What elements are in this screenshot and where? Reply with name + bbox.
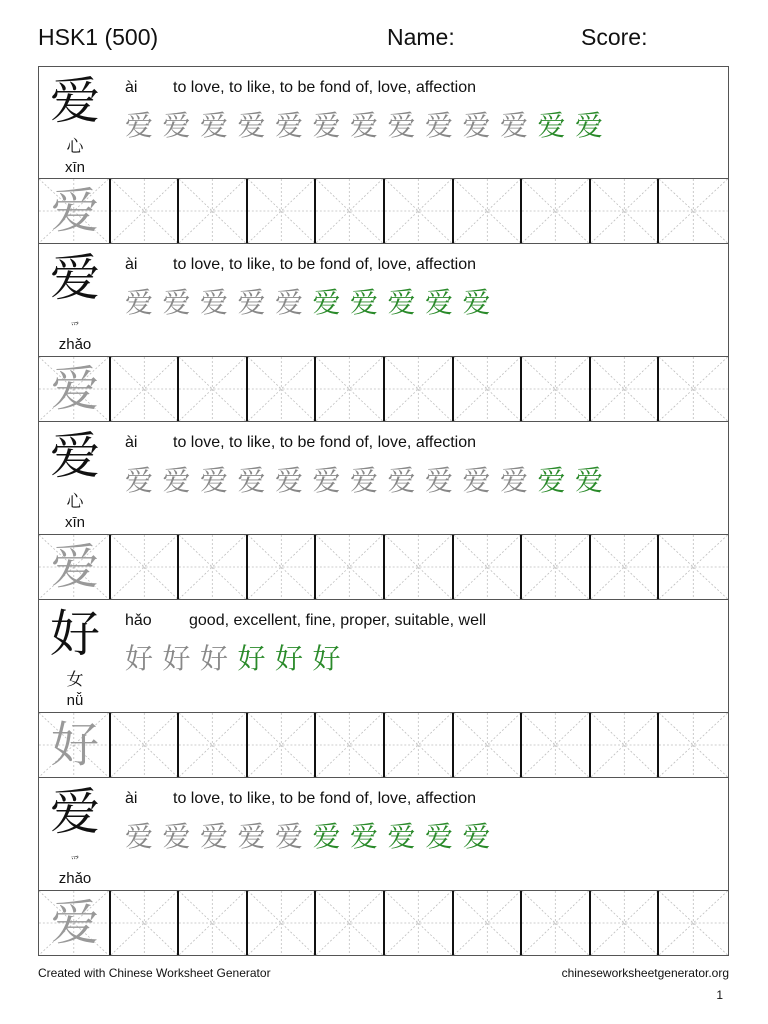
practice-cell[interactable] <box>316 713 385 777</box>
stroke-step: 爱 <box>162 109 191 142</box>
character-meaning: to love, to like, to be fond of, love, affection <box>173 434 477 451</box>
stroke-step: 爱 <box>200 820 229 853</box>
stroke-order-sequence <box>125 286 500 320</box>
character-meaning: to love, to like, to be fond of, love, affection <box>173 256 477 273</box>
practice-guide-lines <box>522 357 589 421</box>
practice-cell[interactable] <box>454 179 523 243</box>
main-character: 好 <box>50 605 100 663</box>
footer-website: chineseworksheetgenerator.org <box>561 966 729 980</box>
practice-cell[interactable] <box>179 535 248 599</box>
worksheet-title: HSK1 (500) <box>38 24 159 50</box>
practice-cell[interactable] <box>454 357 523 421</box>
character-column <box>39 422 111 534</box>
practice-cell[interactable] <box>111 713 180 777</box>
trace-character: 爱 <box>50 539 99 595</box>
radical: 心 <box>66 137 84 157</box>
stroke-step: 爱 <box>125 109 154 142</box>
practice-guide-lines <box>316 891 383 955</box>
stroke-step: 爱 <box>350 109 379 142</box>
practice-cell[interactable] <box>454 713 523 777</box>
stroke-step: 爱 <box>575 109 604 142</box>
practice-cell[interactable] <box>248 713 317 777</box>
stroke-step: 爱 <box>387 464 416 497</box>
stroke-step: 爱 <box>537 109 566 142</box>
practice-guide-lines <box>316 179 383 243</box>
character-info-row <box>38 244 729 356</box>
practice-cell[interactable] <box>591 891 660 955</box>
practice-guide-lines <box>591 535 658 599</box>
character-column <box>39 778 111 890</box>
stroke-step: 爱 <box>425 464 454 497</box>
practice-guide-lines <box>385 713 452 777</box>
footer-credit: Created with Chinese Worksheet Generator <box>38 966 271 980</box>
stroke-step: 爱 <box>162 820 191 853</box>
stroke-step: 爱 <box>500 109 529 142</box>
practice-cell[interactable] <box>111 891 180 955</box>
stroke-step: 爱 <box>237 109 266 142</box>
practice-guide-lines <box>591 179 658 243</box>
practice-cell[interactable] <box>248 357 317 421</box>
character-info-row <box>38 600 729 712</box>
character-meaning: to love, to like, to be fond of, love, affection <box>173 790 477 807</box>
stroke-step: 爱 <box>125 286 154 319</box>
practice-guide-lines <box>179 535 246 599</box>
worksheet-header <box>0 0 768 66</box>
stroke-step: 爱 <box>237 286 266 319</box>
stroke-step: 爱 <box>462 109 491 142</box>
stroke-step: 爱 <box>575 464 604 497</box>
practice-cell[interactable] <box>179 179 248 243</box>
practice-guide-lines <box>248 179 315 243</box>
practice-cell[interactable] <box>385 179 454 243</box>
stroke-order-sequence <box>125 109 613 143</box>
character-pinyin: ài <box>125 790 138 807</box>
stroke-order-sequence <box>125 820 500 854</box>
stroke-step: 爱 <box>425 109 454 142</box>
stroke-step: 爱 <box>162 286 191 319</box>
stroke-step: 爱 <box>387 286 416 319</box>
practice-guide-lines <box>454 357 521 421</box>
practice-guide-lines <box>454 535 521 599</box>
stroke-step: 好 <box>162 642 191 675</box>
trace-cell <box>39 535 111 599</box>
practice-guide-lines <box>591 891 658 955</box>
practice-guide-lines <box>659 891 728 955</box>
stroke-step: 爱 <box>462 286 491 319</box>
character-column <box>39 67 111 178</box>
stroke-step: 爱 <box>350 464 379 497</box>
practice-row <box>38 534 729 600</box>
stroke-step: 爱 <box>462 820 491 853</box>
practice-guide-lines <box>248 357 315 421</box>
stroke-step: 好 <box>312 642 341 675</box>
practice-cell[interactable] <box>522 713 591 777</box>
practice-cell[interactable] <box>316 535 385 599</box>
character-meaning: good, excellent, fine, proper, suitable, well <box>189 612 487 629</box>
score-label: Score: <box>581 24 648 50</box>
practice-cell[interactable] <box>659 357 728 421</box>
stroke-step: 爱 <box>125 820 154 853</box>
practice-cell[interactable] <box>385 357 454 421</box>
practice-cell[interactable] <box>591 357 660 421</box>
stroke-step: 爱 <box>425 820 454 853</box>
radical-pinyin: xīn <box>64 514 85 531</box>
character-info-row <box>38 778 729 890</box>
radical: 爫 <box>70 322 80 333</box>
practice-cell[interactable] <box>659 535 728 599</box>
practice-cell[interactable] <box>179 891 248 955</box>
trace-cell <box>39 891 111 955</box>
radical-pinyin: nǚ <box>66 692 84 709</box>
practice-guide-lines <box>316 535 383 599</box>
stroke-step: 爱 <box>162 464 191 497</box>
practice-cell[interactable] <box>316 357 385 421</box>
main-character: 爱 <box>50 783 100 841</box>
stroke-step: 爱 <box>275 109 304 142</box>
stroke-step: 爱 <box>200 109 229 142</box>
radical: 心 <box>66 492 84 512</box>
practice-row <box>38 712 729 778</box>
radical: 女 <box>66 670 84 690</box>
stroke-step: 爱 <box>425 286 454 319</box>
practice-cell[interactable] <box>248 891 317 955</box>
practice-guide-lines <box>454 179 521 243</box>
practice-guide-lines <box>385 891 452 955</box>
practice-guide-lines <box>111 357 178 421</box>
practice-guide-lines <box>179 179 246 243</box>
stroke-order-sequence <box>125 642 350 676</box>
practice-cell[interactable] <box>591 535 660 599</box>
practice-guide-lines <box>385 357 452 421</box>
stroke-step: 好 <box>237 642 266 675</box>
stroke-step: 爱 <box>312 820 341 853</box>
practice-guide-lines <box>591 713 658 777</box>
stroke-step: 爱 <box>237 820 266 853</box>
worksheet-grid <box>38 66 729 956</box>
practice-guide-lines <box>659 535 728 599</box>
radical: 爫 <box>70 856 80 867</box>
radical-pinyin: zhǎo <box>58 336 92 353</box>
practice-cell[interactable] <box>385 535 454 599</box>
character-pinyin: ài <box>125 79 138 96</box>
stroke-step: 爱 <box>350 286 379 319</box>
practice-guide-lines <box>111 891 178 955</box>
practice-guide-lines <box>248 891 315 955</box>
practice-guide-lines <box>316 713 383 777</box>
practice-guide-lines <box>179 713 246 777</box>
practice-guide-lines <box>522 713 589 777</box>
practice-guide-lines <box>659 357 728 421</box>
practice-cell[interactable] <box>659 179 728 243</box>
character-pinyin: ài <box>125 434 138 451</box>
character-pinyin: ài <box>125 256 138 273</box>
practice-cell[interactable] <box>248 535 317 599</box>
practice-guide-lines <box>179 357 246 421</box>
stroke-step: 爱 <box>312 286 341 319</box>
practice-cell[interactable] <box>591 179 660 243</box>
trace-character: 爱 <box>50 361 99 417</box>
practice-cell[interactable] <box>111 179 180 243</box>
practice-cell[interactable] <box>659 713 728 777</box>
practice-row <box>38 890 729 956</box>
main-character: 爱 <box>50 427 100 485</box>
practice-cell[interactable] <box>454 535 523 599</box>
stroke-step: 爱 <box>125 464 154 497</box>
practice-guide-lines <box>111 535 178 599</box>
practice-row <box>38 178 729 244</box>
practice-guide-lines <box>111 713 178 777</box>
practice-cell[interactable] <box>111 535 180 599</box>
practice-row <box>38 356 729 422</box>
name-label: Name: <box>387 24 455 50</box>
practice-cell[interactable] <box>385 713 454 777</box>
practice-cell[interactable] <box>316 179 385 243</box>
radical-pinyin: xīn <box>64 159 85 176</box>
trace-cell <box>39 179 111 243</box>
practice-cell[interactable] <box>522 535 591 599</box>
stroke-step: 爱 <box>312 464 341 497</box>
practice-guide-lines <box>385 179 452 243</box>
stroke-step: 爱 <box>200 286 229 319</box>
practice-cell[interactable] <box>659 891 728 955</box>
practice-cell[interactable] <box>316 891 385 955</box>
character-pinyin: hǎo <box>125 612 152 629</box>
practice-guide-lines <box>179 891 246 955</box>
stroke-step: 爱 <box>387 109 416 142</box>
stroke-step: 好 <box>200 642 229 675</box>
practice-guide-lines <box>248 713 315 777</box>
trace-cell <box>39 357 111 421</box>
stroke-step: 爱 <box>387 820 416 853</box>
practice-cell[interactable] <box>179 713 248 777</box>
trace-character: 好 <box>50 717 99 773</box>
main-character: 爱 <box>50 72 100 130</box>
stroke-step: 爱 <box>350 820 379 853</box>
character-column <box>39 244 111 356</box>
practice-cell[interactable] <box>179 357 248 421</box>
stroke-order-sequence <box>125 464 613 498</box>
stroke-step: 好 <box>125 642 154 675</box>
practice-guide-lines <box>659 713 728 777</box>
practice-guide-lines <box>454 713 521 777</box>
practice-cell[interactable] <box>454 891 523 955</box>
practice-cell[interactable] <box>385 891 454 955</box>
practice-guide-lines <box>454 891 521 955</box>
practice-guide-lines <box>591 357 658 421</box>
practice-cell[interactable] <box>522 891 591 955</box>
character-info-row <box>38 66 729 178</box>
stroke-step: 爱 <box>200 464 229 497</box>
character-column <box>39 600 111 712</box>
practice-guide-lines <box>522 535 589 599</box>
practice-cell[interactable] <box>591 713 660 777</box>
trace-character: 爱 <box>50 183 99 239</box>
character-info-row <box>38 422 729 534</box>
stroke-step: 爱 <box>500 464 529 497</box>
practice-guide-lines <box>316 357 383 421</box>
trace-cell <box>39 713 111 777</box>
stroke-step: 好 <box>275 642 304 675</box>
practice-cell[interactable] <box>522 179 591 243</box>
radical-pinyin: zhǎo <box>58 870 92 887</box>
practice-guide-lines <box>385 535 452 599</box>
practice-guide-lines <box>248 535 315 599</box>
practice-cell[interactable] <box>522 357 591 421</box>
stroke-step: 爱 <box>537 464 566 497</box>
stroke-step: 爱 <box>462 464 491 497</box>
stroke-step: 爱 <box>275 286 304 319</box>
practice-guide-lines <box>659 179 728 243</box>
practice-cell[interactable] <box>248 179 317 243</box>
practice-guide-lines <box>522 891 589 955</box>
page-number: 1 <box>716 988 723 1002</box>
practice-cell[interactable] <box>111 357 180 421</box>
character-meaning: to love, to like, to be fond of, love, affection <box>173 79 477 96</box>
trace-character: 爱 <box>50 895 99 951</box>
stroke-step: 爱 <box>275 820 304 853</box>
main-character: 爱 <box>50 249 100 307</box>
practice-guide-lines <box>522 179 589 243</box>
practice-guide-lines <box>111 179 178 243</box>
stroke-step: 爱 <box>237 464 266 497</box>
stroke-step: 爱 <box>275 464 304 497</box>
stroke-step: 爱 <box>312 109 341 142</box>
